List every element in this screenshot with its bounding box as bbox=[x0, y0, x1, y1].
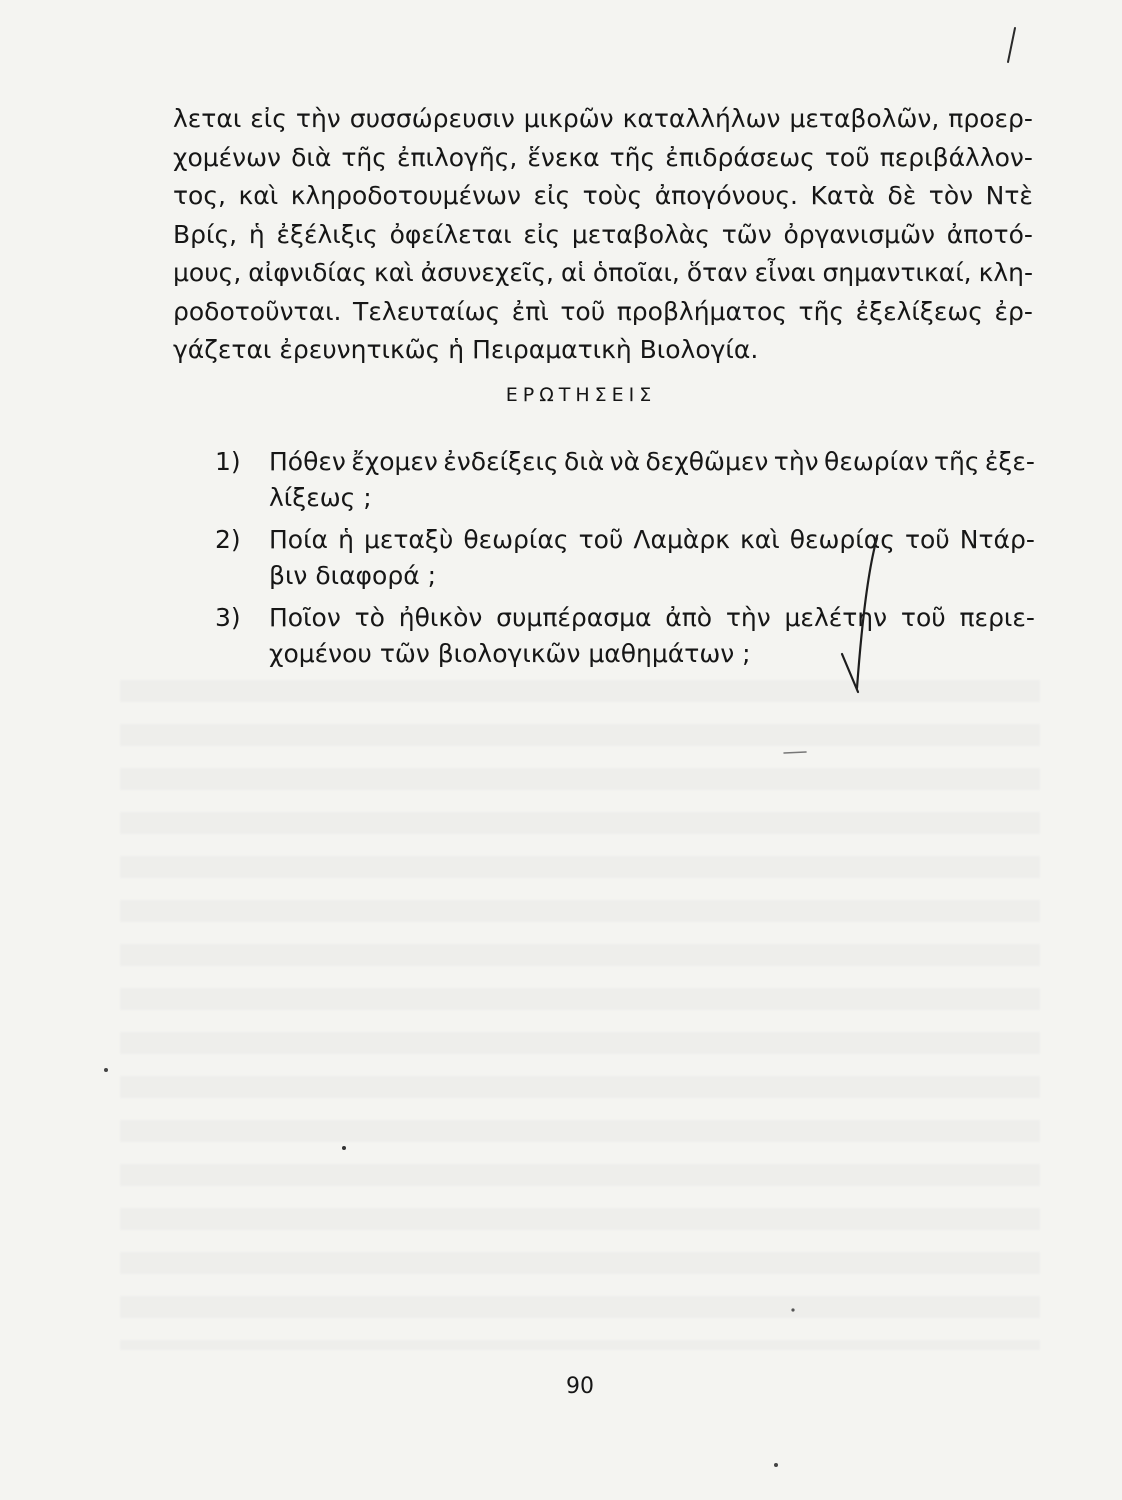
ink-speck bbox=[791, 1308, 794, 1311]
word: σημαντικαί, bbox=[822, 258, 972, 287]
paragraph-line bbox=[173, 216, 1033, 255]
word: τοῦ bbox=[824, 142, 870, 172]
word: Βρίς, bbox=[173, 219, 238, 249]
show-through-texture bbox=[120, 680, 1040, 1350]
paragraph-line bbox=[173, 254, 1033, 293]
word: ἐπιδράσεως bbox=[665, 142, 815, 172]
word: ροδοτοῦνται. bbox=[173, 296, 342, 326]
word: ὀφείλεται bbox=[389, 219, 512, 249]
word: θεωρίας bbox=[789, 525, 895, 554]
page-number: 90 bbox=[566, 1374, 594, 1399]
question-line bbox=[269, 636, 1035, 672]
word: τὴν bbox=[295, 104, 341, 133]
paragraph-line bbox=[173, 177, 1033, 216]
word: εἰς bbox=[250, 104, 287, 133]
question-item bbox=[215, 600, 1035, 672]
word: τῆς bbox=[933, 447, 980, 476]
word: μεταβολὰς bbox=[571, 219, 710, 249]
section-heading: ΕΡΩΤΗΣΕΙΣ bbox=[505, 384, 657, 406]
word: Πόθεν bbox=[269, 447, 346, 476]
question-number: 3) bbox=[215, 603, 241, 632]
word: ἐνδείξεις bbox=[443, 447, 559, 476]
word: εἶναι bbox=[754, 258, 816, 287]
word: δὲ bbox=[887, 181, 917, 210]
word: μικρῶν bbox=[523, 104, 614, 133]
word: Κατὰ bbox=[810, 181, 875, 210]
body-paragraph bbox=[173, 100, 1033, 370]
ink-speck bbox=[342, 1146, 346, 1150]
word: Ποῖον bbox=[269, 603, 341, 632]
question-line bbox=[269, 522, 1035, 558]
word: μελέτην bbox=[784, 603, 888, 632]
pen-stroke bbox=[1008, 28, 1015, 62]
ink-speck bbox=[104, 1068, 108, 1072]
word: ὁποῖαι, bbox=[592, 258, 680, 287]
word: μους, bbox=[173, 258, 242, 287]
word: τοῦ bbox=[560, 296, 606, 326]
word: ἀπὸ bbox=[665, 603, 713, 632]
question-line bbox=[269, 444, 1035, 480]
word: ὅταν bbox=[686, 258, 748, 287]
word: ἐξέλιξις bbox=[276, 219, 378, 249]
word: ἐξε- bbox=[984, 447, 1035, 476]
word: θεωρίαν bbox=[824, 447, 929, 476]
word: τῆς bbox=[341, 142, 387, 172]
word: καὶ bbox=[238, 181, 279, 210]
word: Τελευταίως bbox=[353, 296, 501, 326]
word: γάζεται ἐρευνητικῶς ἡ Πειραματικὴ Βιολογία. bbox=[173, 335, 759, 364]
question-line bbox=[269, 480, 1035, 516]
word: ὀργανισμῶν bbox=[783, 219, 935, 249]
word: τος, bbox=[173, 181, 226, 210]
word: τῆς bbox=[798, 296, 845, 326]
word: τοῦ bbox=[578, 525, 624, 554]
word: ἀποτό- bbox=[946, 219, 1033, 249]
word: Λαμὰρκ bbox=[633, 525, 730, 554]
word: Ποία bbox=[269, 525, 329, 554]
word: εἰς bbox=[533, 181, 571, 210]
word: ἐξελίξεως bbox=[855, 296, 983, 326]
word: θεωρίας bbox=[463, 525, 569, 554]
word: μεταξὺ bbox=[363, 525, 454, 554]
word: τὴν bbox=[725, 603, 771, 632]
word: τὸ bbox=[354, 603, 385, 632]
word: βιν διαφορά ; bbox=[269, 561, 437, 590]
question-line bbox=[269, 558, 1035, 594]
question-text bbox=[269, 444, 1035, 516]
word: ἐπὶ bbox=[511, 296, 549, 326]
word: λεται bbox=[173, 104, 242, 133]
word: τοῦ bbox=[900, 603, 946, 632]
word: ἐρ- bbox=[994, 296, 1033, 326]
word: περιβάλλον- bbox=[879, 142, 1033, 172]
word: διὰ bbox=[291, 142, 332, 172]
word: διὰ bbox=[564, 447, 605, 476]
word: αἰφνιδίας bbox=[248, 258, 368, 287]
word: ἀπογόνους. bbox=[654, 181, 798, 210]
question-item bbox=[215, 522, 1035, 594]
word: χομένου τῶν βιολογικῶν μαθημάτων ; bbox=[269, 639, 751, 668]
paragraph-line bbox=[173, 331, 1033, 370]
word: τὴν bbox=[773, 447, 819, 476]
word: συμπέρασμα bbox=[496, 603, 652, 632]
word: τοὺς bbox=[582, 181, 643, 210]
word: τὸν bbox=[928, 181, 974, 210]
word: κλη- bbox=[978, 258, 1033, 287]
word: αἱ bbox=[560, 258, 586, 287]
word: λίξεως ; bbox=[269, 483, 372, 512]
word: ἡ bbox=[338, 525, 354, 554]
word: εἰς bbox=[523, 219, 561, 249]
word: συσσώρευσιν bbox=[349, 104, 515, 133]
question-item bbox=[215, 444, 1035, 516]
word: δεχθῶμεν bbox=[645, 447, 769, 476]
word: Ντάρ- bbox=[959, 525, 1035, 554]
word: ἐπιλογῆς, bbox=[396, 142, 518, 172]
word: τοῦ bbox=[904, 525, 950, 554]
word: τῶν bbox=[721, 219, 772, 249]
word: νὰ bbox=[609, 447, 641, 476]
word: κληροδοτουμένων bbox=[290, 181, 521, 210]
word: Ντὲ bbox=[985, 181, 1033, 210]
word: προβλήματος bbox=[616, 296, 787, 326]
word: χομένων bbox=[173, 142, 282, 172]
word: καταλλήλων bbox=[622, 104, 781, 133]
word: καὶ bbox=[739, 525, 780, 554]
word: ἠθικὸν bbox=[398, 603, 483, 632]
question-number: 1) bbox=[215, 447, 241, 476]
question-list bbox=[215, 444, 1035, 678]
word: μεταβολῶν, bbox=[789, 104, 940, 133]
question-number: 2) bbox=[215, 525, 241, 554]
word: ἀσυνεχεῖς, bbox=[420, 258, 554, 287]
question-line bbox=[269, 600, 1035, 636]
word: περιε- bbox=[959, 603, 1035, 632]
question-text bbox=[269, 600, 1035, 672]
paragraph-line bbox=[173, 139, 1033, 178]
question-text bbox=[269, 522, 1035, 594]
ink-speck bbox=[774, 1463, 778, 1467]
word: ἡ bbox=[248, 219, 265, 249]
word: προερ- bbox=[948, 104, 1033, 133]
paragraph-line bbox=[173, 293, 1033, 332]
word: ἕνεκα bbox=[527, 142, 600, 172]
word: ἔχομεν bbox=[351, 447, 438, 476]
pen-stroke bbox=[784, 752, 806, 753]
word: καὶ bbox=[374, 258, 414, 287]
paragraph-line bbox=[173, 100, 1033, 139]
word: τῆς bbox=[609, 142, 656, 172]
